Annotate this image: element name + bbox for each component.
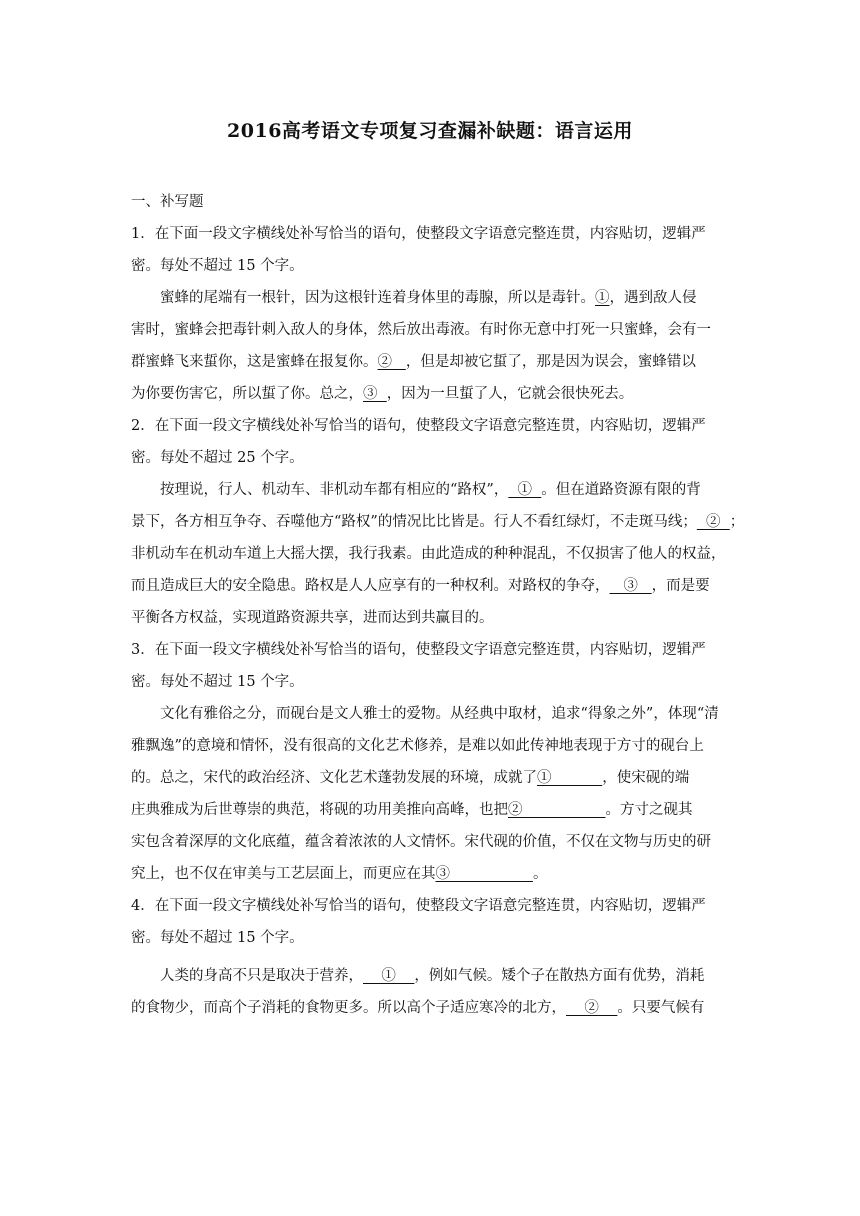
fill-blank[interactable]: ① xyxy=(363,968,415,984)
passage-text: 按理说，行人、机动车、非机动车都有相应的“路权”， xyxy=(160,482,509,498)
question-prompt-line: 密。每处不超过 15 个字。 xyxy=(131,258,304,274)
fill-blank[interactable]: ② xyxy=(377,354,406,370)
passage-text: 究上，也不仅在审美与工艺层面上，而更应在其 xyxy=(131,866,436,882)
passage-line xyxy=(131,506,745,538)
passage-text: ，例如气候。矮个子在散热方面有优势，消耗 xyxy=(414,968,705,984)
passage-text: 蜜蜂的尾端有一根针，因为这根针连着身体里的毒腺，所以是毒针。 xyxy=(160,290,595,306)
question-block xyxy=(131,890,731,1024)
question-block xyxy=(131,634,731,890)
passage-line xyxy=(131,378,731,410)
question-prompt-line: 密。每处不超过 15 个字。 xyxy=(131,674,304,690)
question-prompt-line: 2．在下面一段文字横线处补写恰当的语句，使整段文字语意完整连贯，内容贴切，逻辑严 xyxy=(131,418,706,434)
passage-text: 景下，各方相互争夺、吞噬他方“路权”的情况比比皆是。行人不看红绿灯，不走斑马线； xyxy=(131,514,697,530)
question-prompt-line: 密。每处不超过 25 个字。 xyxy=(131,450,304,466)
passage-text: ，遇到敌人侵 xyxy=(609,290,697,306)
passage-text: ，使宋砚的端 xyxy=(602,770,690,786)
passage-line xyxy=(131,858,731,890)
page-title: 2016高考语文专项复习查漏补缺题：语言运用 xyxy=(227,120,633,142)
document-body xyxy=(131,186,745,1024)
passage-line xyxy=(131,474,731,506)
question-prompt-line: 1．在下面一段文字横线处补写恰当的语句，使整段文字语意完整连贯，内容贴切，逻辑严 xyxy=(131,226,706,242)
passage-text: 而且造成巨大的安全隐患。路权是人人应享有的一种权利。对路权的争夺， xyxy=(131,578,610,594)
passage-text: 为你要伤害它，所以蜇了你。总之， xyxy=(131,386,363,402)
passage-text: 。方寸之砚其 xyxy=(605,802,693,818)
question-prompt-line: 密。每处不超过 15 个字。 xyxy=(131,930,304,946)
fill-blank[interactable]: ② xyxy=(566,1000,618,1016)
passage-text: 庄典雅成为后世尊崇的典范，将砚的功用美推向高峰，也把 xyxy=(131,802,508,818)
passage-line xyxy=(131,794,731,826)
passage-line xyxy=(131,992,731,1024)
question-prompt-line: 4．在下面一段文字横线处补写恰当的语句，使整段文字语意完整连贯，内容贴切，逻辑严 xyxy=(131,898,706,914)
section-heading: 一、补写题 xyxy=(131,194,204,210)
passage-line xyxy=(131,762,731,794)
passage-text: ，而是要 xyxy=(651,578,710,594)
passage-text: 人类的身高不只是取决于营养， xyxy=(160,968,363,984)
question-block xyxy=(131,218,731,410)
passage-text: 。 xyxy=(532,866,548,882)
passage-line xyxy=(131,730,731,762)
passage-text: 。只要气候有 xyxy=(617,1000,705,1016)
passage-text: 的。总之，宋代的政治经济、文化艺术蓬勃发展的环境，成就了 xyxy=(131,770,537,786)
passage-line xyxy=(131,282,731,314)
passage-text: ，但是却被它蜇了，那是因为误会，蜜蜂错以 xyxy=(405,354,696,370)
fill-blank[interactable]: ③ xyxy=(363,386,387,402)
fill-blank[interactable]: ① xyxy=(508,482,542,498)
passage-text: 非机动车在机动车道上大摇大摆，我行我素。由此造成的种种混乱，不仅损害了他人的权益， xyxy=(131,546,726,562)
passage-line xyxy=(131,826,731,858)
fill-blank[interactable]: ③ xyxy=(435,866,533,882)
passage-text: 害时，蜜蜂会把毒针刺入敌人的身体，然后放出毒液。有时你无意中打死一只蜜蜂，会有一 xyxy=(131,322,711,338)
passage-text: 的食物少，而高个子消耗的食物更多。所以高个子适应寒冷的北方， xyxy=(131,1000,566,1016)
passage-text: ； xyxy=(729,514,745,530)
passage-line xyxy=(131,698,731,730)
passage-text: 文化有雅俗之分，而砚台是文人雅士的爱物。从经典中取材，追求“得象之外”，体现“清 xyxy=(160,706,719,722)
fill-blank[interactable]: ① xyxy=(595,290,610,306)
passage-text: 平衡各方权益，实现道路资源共享，进而达到共赢目的。 xyxy=(131,610,494,626)
passage-line xyxy=(131,960,731,992)
passage-text: 。但在道路资源有限的背 xyxy=(541,482,701,498)
passage-text: 雅飘逸”的意境和情怀，没有很高的文化艺术修养，是难以如此传神地表现于方寸的砚台上 xyxy=(131,738,704,754)
question-block xyxy=(131,410,745,634)
passage-line xyxy=(131,346,731,378)
passage-line xyxy=(131,538,731,570)
passage-text: 群蜜蜂飞来蜇你，这是蜜蜂在报复你。 xyxy=(131,354,378,370)
passage-line xyxy=(131,602,731,634)
fill-blank[interactable]: ② xyxy=(508,802,606,818)
passage-text: ，因为一旦蜇了人，它就会很快死去。 xyxy=(386,386,634,402)
question-prompt-line: 3．在下面一段文字横线处补写恰当的语句，使整段文字语意完整连贯，内容贴切，逻辑严 xyxy=(131,642,706,658)
fill-blank[interactable]: ② xyxy=(696,514,730,530)
passage-text: 实包含着深厚的文化底蕴，蕴含着浓浓的人文情怀。宋代砚的价值，不仅在文物与历史的研 xyxy=(131,834,711,850)
passage-line xyxy=(131,570,731,602)
fill-blank[interactable]: ① xyxy=(537,770,603,786)
fill-blank[interactable]: ③ xyxy=(609,578,652,594)
passage-line xyxy=(131,314,731,346)
